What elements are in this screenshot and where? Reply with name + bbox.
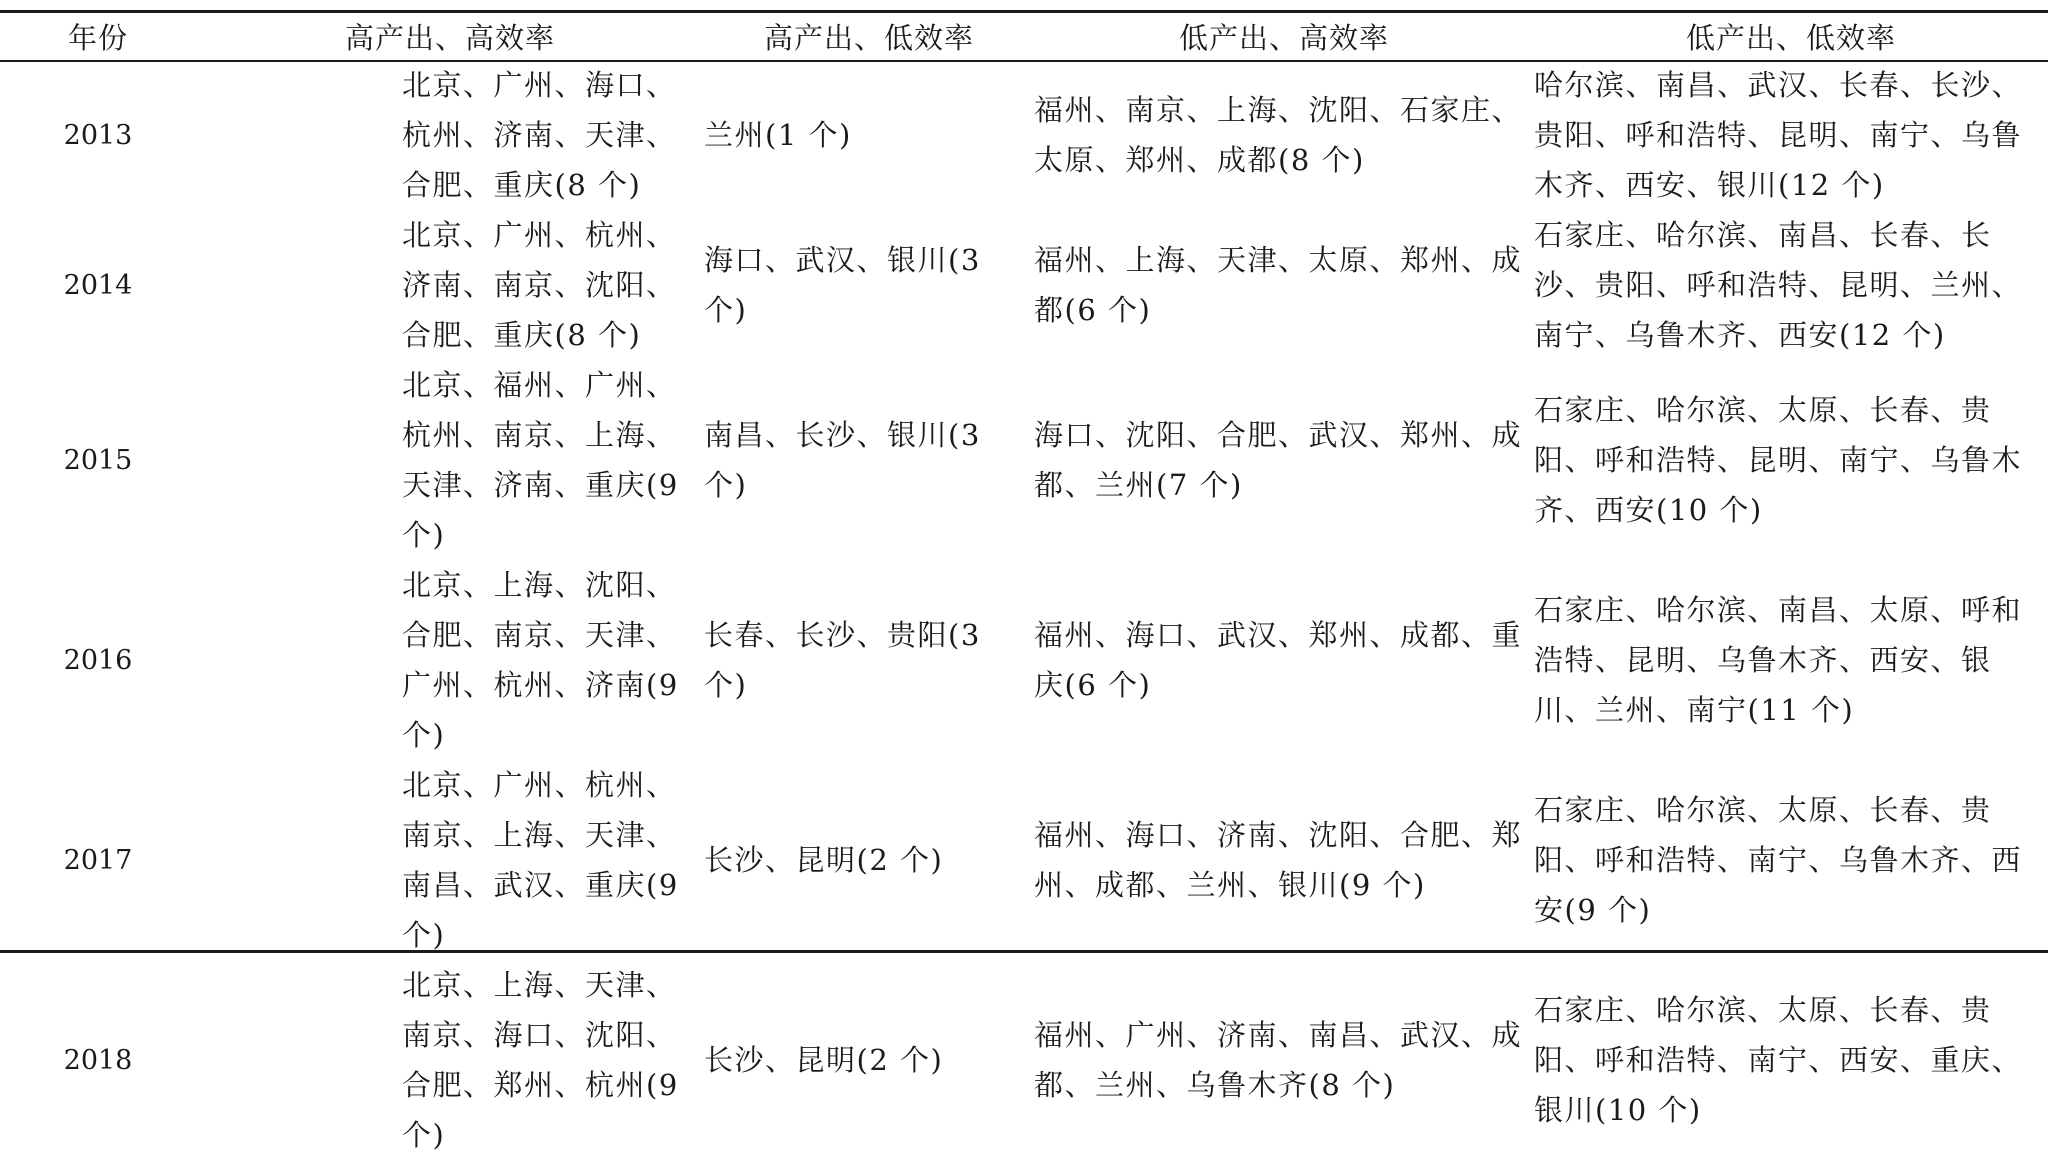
year-cell: 2016: [63, 644, 133, 676]
hl-cell: 南昌、长沙、银川(3 个): [704, 418, 981, 502]
hh-cell: 北京、上海、天津、南京、海口、沈阳、合肥、郑州、杭州(9 个): [402, 968, 679, 1152]
hl-cell: 兰州(1 个): [704, 118, 852, 152]
hl-cell: 长沙、昆明(2 个): [704, 1043, 944, 1077]
lh-cell: 福州、海口、武汉、郑州、成都、重庆(6 个): [1034, 618, 1523, 702]
ll-cell: 石家庄、哈尔滨、太原、长春、贵阳、呼和浩特、南宁、乌鲁木齐、西安(9 个): [1534, 793, 2023, 927]
table-row: [0, 960, 2048, 1160]
ll-cell: 哈尔滨、南昌、武汉、长春、长沙、贵阳、呼和浩特、昆明、南宁、乌鲁木齐、西安、银川(12 个): [1534, 68, 2023, 202]
table-row: [0, 210, 2048, 360]
hh-cell: 北京、上海、沈阳、合肥、南京、天津、广州、杭州、济南(9 个): [402, 568, 679, 752]
header-low-output-high-efficiency: 低产出、高效率: [1178, 21, 1389, 55]
year-cell: 2014: [63, 269, 133, 301]
city-efficiency-table: [0, 10, 2048, 1152]
hh-cell: 北京、广州、海口、杭州、济南、天津、合肥、重庆(8 个): [402, 68, 677, 202]
year-cell: 2015: [63, 444, 133, 476]
hh-cell: 北京、广州、杭州、南京、上海、天津、南昌、武汉、重庆(9 个): [402, 768, 679, 952]
hh-cell: 北京、福州、广州、杭州、南京、上海、天津、济南、重庆(9 个): [402, 368, 679, 552]
ll-cell: 石家庄、哈尔滨、太原、长春、贵阳、呼和浩特、昆明、南宁、乌鲁木齐、西安(10 个): [1534, 393, 2023, 527]
ll-cell: 石家庄、哈尔滨、南昌、太原、呼和浩特、昆明、乌鲁木齐、西安、银川、兰州、南宁(11 个): [1534, 593, 2023, 727]
ll-cell: 石家庄、哈尔滨、南昌、长春、长沙、贵阳、呼和浩特、昆明、兰州、南宁、乌鲁木齐、西安(12 个): [1534, 218, 2023, 352]
ll-cell: 石家庄、哈尔滨、太原、长春、贵阳、呼和浩特、南宁、西安、重庆、银川(10 个): [1534, 993, 2023, 1127]
hh-cell: 北京、广州、杭州、济南、南京、沈阳、合肥、重庆(8 个): [402, 218, 677, 352]
header-high-output-low-efficiency: 高产出、低效率: [763, 21, 974, 55]
header-low-output-low-efficiency: 低产出、低效率: [1685, 21, 1896, 55]
lh-cell: 福州、海口、济南、沈阳、合肥、郑州、成都、兰州、银川(9 个): [1034, 818, 1523, 902]
header-year: 年份: [67, 21, 128, 55]
lh-cell: 海口、沈阳、合肥、武汉、郑州、成都、兰州(7 个): [1034, 418, 1523, 502]
year-cell: 2017: [63, 844, 133, 876]
year-cell: 2018: [63, 1044, 133, 1076]
table-row: [0, 760, 2048, 960]
lh-cell: 福州、广州、济南、南昌、武汉、成都、兰州、乌鲁木齐(8 个): [1034, 1018, 1523, 1102]
table-row: [0, 60, 2048, 210]
data-table: [0, 13, 2048, 1160]
year-cell: 2013: [63, 119, 133, 151]
table-row: [0, 560, 2048, 760]
header-high-output-high-efficiency: 高产出、高效率: [344, 21, 555, 55]
hl-cell: 海口、武汉、银川(3 个): [704, 243, 981, 327]
lh-cell: 福州、上海、天津、太原、郑州、成都(6 个): [1034, 243, 1523, 327]
hl-cell: 长沙、昆明(2 个): [704, 843, 944, 877]
header-row: [0, 13, 2048, 60]
hl-cell: 长春、长沙、贵阳(3 个): [704, 618, 981, 702]
lh-cell: 福州、南京、上海、沈阳、石家庄、太原、郑州、成都(8 个): [1034, 93, 1523, 177]
table-row: [0, 360, 2048, 560]
